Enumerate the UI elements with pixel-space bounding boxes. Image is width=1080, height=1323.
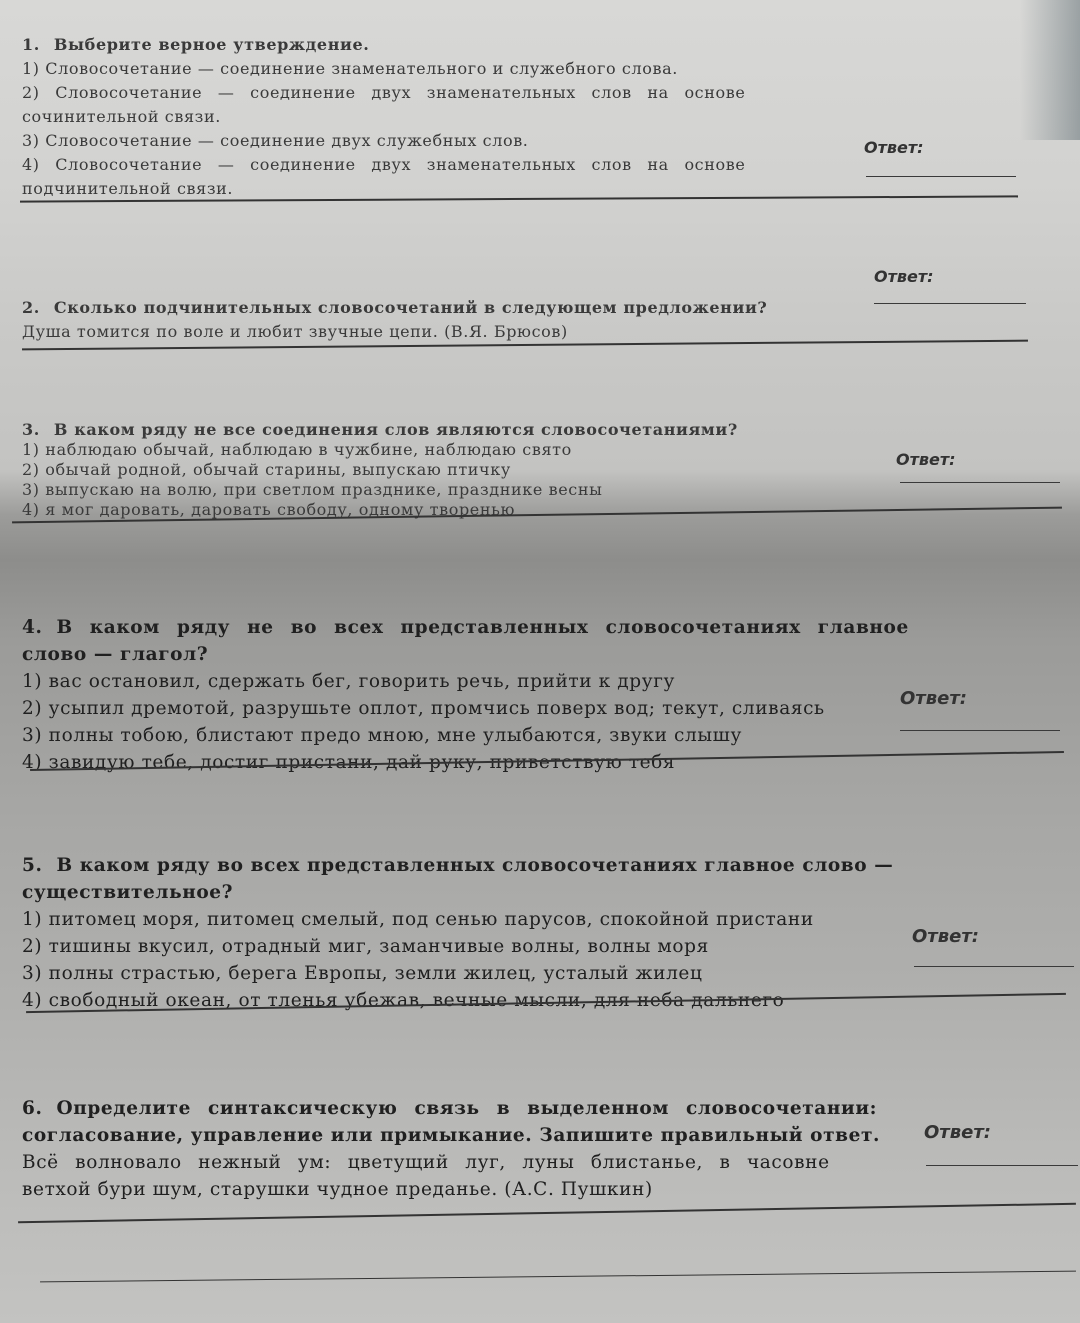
task-3	[22, 420, 1020, 520]
option-line: 2) тишины вкусил, отрадный миг, заманчивые волны, волны моря	[22, 936, 709, 957]
task-number: 4.	[22, 617, 43, 638]
answer-field[interactable]	[866, 176, 1016, 177]
option-line: сочинительной связи.	[22, 107, 221, 126]
divider	[18, 1203, 1076, 1223]
answer-label: Ответ:	[924, 1122, 991, 1143]
answer-field[interactable]	[914, 966, 1074, 967]
option-line: 3) Словосочетание — соединение двух служебных слов.	[22, 131, 529, 150]
answer-field[interactable]	[900, 730, 1060, 731]
option-line: 1) вас остановил, сдержать бег, говорить речь, прийти к другу	[22, 671, 675, 692]
answer-field[interactable]	[900, 482, 1060, 483]
option-line: 3) выпускаю на волю, при светлом празднике, празднике весны	[22, 480, 603, 499]
option-line: 1) наблюдаю обычай, наблюдаю в чужбине, наблюдаю свято	[22, 440, 572, 459]
task-6	[22, 1095, 1020, 1203]
task-number: 5.	[22, 855, 43, 876]
task-5	[22, 852, 1020, 1014]
answer-label: Ответ:	[874, 267, 934, 286]
option-line: Душа томится по воле и любит звучные цепи. (В.Я. Брюсов)	[22, 322, 568, 341]
option-line: Всё волновало нежный ум: цветущий луг, луны блистанье, в часовне	[22, 1152, 830, 1173]
task-question: слово — глагол?	[22, 644, 209, 665]
task-question: В каком ряду не все соединения слов являются словосочетаниями?	[53, 420, 738, 439]
answer-label: Ответ:	[864, 138, 924, 157]
option-line: 3) полны страстью, берега Европы, земли жилец, усталый жилец	[22, 963, 703, 984]
option-line: 4) Словосочетание — соединение двух знаменательных слов на основе	[22, 155, 746, 174]
task-question: В каком ряду не во всех представленных словосочетаниях главное	[56, 617, 909, 638]
option-line: 2) Словосочетание — соединение двух знаменательных слов на основе	[22, 83, 746, 102]
answer-field[interactable]	[926, 1165, 1078, 1166]
option-line: 4) завидую тебе, достиг пристани, дай руку, приветствую тебя	[22, 752, 676, 773]
task-question: согласование, управление или примыкание. Запишите правильный ответ.	[22, 1125, 881, 1146]
option-line: 2) усыпил дремотой, разрушьте оплот, промчись поверх вод; текут, сливаясь	[22, 698, 825, 719]
answer-label: Ответ:	[896, 450, 956, 469]
option-line: ветхой бури шум, старушки чудное преданье. (А.С. Пушкин)	[22, 1179, 653, 1200]
task-question: существительное?	[22, 882, 234, 903]
option-line: 4) свободный океан, от тленья убежав, вечные мысли, для неба дальнего	[22, 990, 785, 1011]
task-number: 2.	[22, 298, 40, 317]
option-line: 1) питомец моря, питомец смелый, под сенью парусов, спокойной пристани	[22, 909, 814, 930]
task-number: 1.	[22, 35, 40, 54]
task-4	[22, 614, 1020, 776]
option-line: 4) я мог даровать, даровать свободу, одному творенью	[22, 500, 515, 519]
task-2	[22, 296, 1020, 344]
task-question: В каком ряду во всех представленных словосочетаниях главное слово —	[56, 855, 894, 876]
divider	[40, 1271, 1076, 1283]
task-question: Выберите верное утверждение.	[53, 35, 370, 54]
answer-label: Ответ:	[900, 688, 967, 709]
option-line: 2) обычай родной, обычай старины, выпускаю птичку	[22, 460, 511, 479]
option-line: подчинительной связи.	[22, 179, 234, 198]
task-question: Определите синтаксическую связь в выделенном словосочетании:	[56, 1098, 878, 1119]
task-number: 3.	[22, 420, 40, 439]
answer-label: Ответ:	[912, 926, 979, 947]
option-line: 1) Словосочетание — соединение знаменательного и служебного слова.	[22, 59, 678, 78]
option-line: 3) полны тобою, блистают предо мною, мне улыбаются, звуки слышу	[22, 725, 742, 746]
task-number: 6.	[22, 1098, 43, 1119]
task-question: Сколько подчинительных словосочетаний в следующем предложении?	[53, 298, 768, 317]
answer-field[interactable]	[874, 303, 1026, 304]
